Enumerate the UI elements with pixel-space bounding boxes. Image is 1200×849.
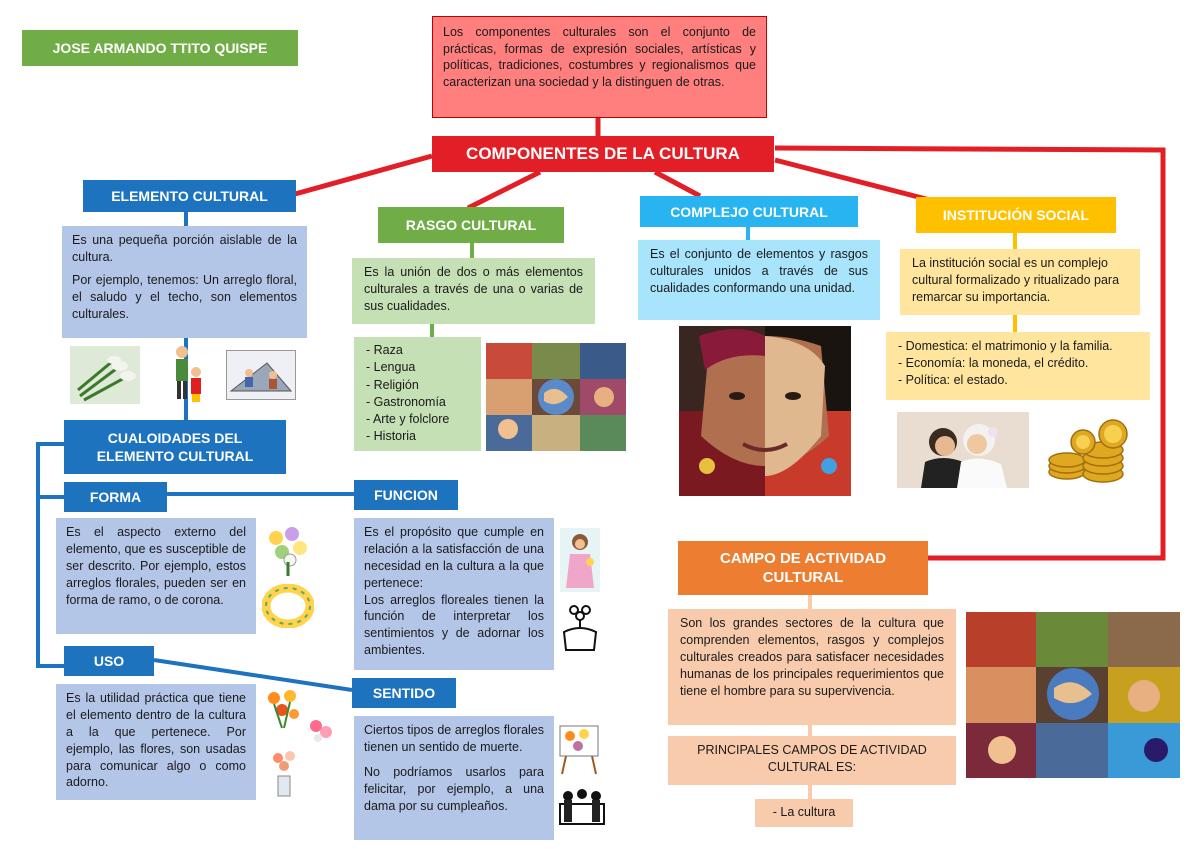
sentido-box bbox=[354, 716, 554, 840]
flower-vase-image bbox=[266, 748, 302, 798]
funcion-text-2: Los arreglos floreales tienen la función de interpretar los sentimientos y de adornar los ambientes. bbox=[364, 592, 544, 658]
campo-actividad-title: CAMPO DE ACTIVIDAD CULTURAL bbox=[678, 541, 928, 595]
funcion-title: FUNCION bbox=[354, 480, 458, 510]
la-cultura-box bbox=[755, 799, 853, 827]
flower-wreath-image bbox=[262, 584, 314, 628]
culture-collage-image bbox=[486, 343, 626, 451]
list-item: - Raza bbox=[366, 343, 403, 357]
elemento-cultural-title: ELEMENTO CULTURAL bbox=[83, 180, 296, 212]
multicultural-face-image bbox=[679, 326, 851, 496]
elemento-text-1: Es una pequeña porción aislable de la cultura. bbox=[72, 233, 297, 264]
funeral-wreath-image bbox=[556, 722, 602, 776]
forma-text: Es el aspecto externo del elemento, que es susceptible de ser descrito. Por ejemplo, estos arreglos florales, pueden ser en forma de ramo, o de corona. bbox=[66, 525, 246, 607]
roof-workers-image bbox=[226, 350, 296, 400]
list-item: - Política: el estado. bbox=[898, 372, 1008, 387]
sentido-title: SENTIDO bbox=[352, 678, 456, 708]
uso-text: Es la utilidad práctica que tiene el elemento dentro de la cultura a la que pertenece. Por ejemplo, las flores, son usadas para comunicar algo o como adorno. bbox=[66, 691, 246, 790]
list-item: - Lengua bbox=[366, 360, 416, 375]
table-flowers-image bbox=[560, 602, 600, 652]
wedding-couple-image bbox=[897, 412, 1029, 488]
list-item: - Historia bbox=[366, 429, 417, 444]
sentido-text-1: Ciertos tipos de arreglos florales tienen un sentido de muerte. bbox=[364, 723, 544, 754]
author-name: JOSE ARMANDO TTITO QUISPE bbox=[22, 30, 298, 66]
institucion-social-box bbox=[900, 249, 1140, 315]
uso-title: USO bbox=[64, 646, 154, 676]
small-flowers-image bbox=[306, 716, 336, 744]
complejo-text: Es el conjunto de elementos y rasgos culturales unidos a través de sus cualidades conformando una unidad. bbox=[650, 247, 868, 295]
institucion-text: La institución social es un complejo cultural formalizado y ritualizado para remarcar su importancia. bbox=[912, 256, 1120, 304]
funcion-box bbox=[354, 518, 554, 670]
uso-box bbox=[56, 684, 256, 800]
rasgo-cultural-title: RASGO CULTURAL bbox=[378, 207, 564, 243]
flower-arrangement-image bbox=[70, 346, 140, 404]
list-item: - Economía: la moneda, el crédito. bbox=[898, 355, 1089, 370]
mourning-people-image bbox=[556, 786, 608, 830]
list-item: - Religión bbox=[366, 377, 419, 392]
institucion-list bbox=[886, 332, 1150, 400]
campo-actividad-box bbox=[668, 609, 956, 725]
principales-text: PRINCIPALES CAMPOS DE ACTIVIDAD CULTURAL ES: bbox=[697, 743, 927, 774]
rasgo-cultural-box bbox=[352, 258, 595, 324]
list-item: - Arte y folclore bbox=[366, 412, 450, 426]
institucion-social-title: INSTITUCIÓN SOCIAL bbox=[916, 197, 1116, 233]
definition-box: Los componentes culturales son el conjunto de prácticas, formas de expresión sociales, artísticas y políticas, tradiciones, costumbres y regionalismos que caracterizan una sociedad y la distinguen de otras. bbox=[432, 16, 767, 118]
rasgo-text: Es la unión de dos o más elementos culturales a través de una o varias de sus cualidades. bbox=[364, 265, 583, 313]
campo-text: Son los grandes sectores de la cultura que comprenden elementos, rasgos y complejos culturales creados para satisfacer necesidades humanas de los principales requerimientos que tiene el hombre para su supervivencia. bbox=[680, 616, 944, 698]
funcion-text-1: Es el propósito que cumple en relación a la satisfacción de una necesidad en la cultura a la que pertenece: bbox=[364, 525, 544, 590]
campo-culture-collage-image bbox=[966, 612, 1180, 778]
forma-title: FORMA bbox=[64, 482, 167, 512]
list-item: - Gastronomía bbox=[366, 394, 446, 409]
complejo-cultural-box bbox=[638, 240, 880, 320]
elemento-cultural-box bbox=[62, 226, 307, 338]
cualidades-title: CUALOIDADES DEL ELEMENTO CULTURAL bbox=[64, 420, 286, 474]
principales-campos-box bbox=[668, 736, 956, 785]
sentido-text-2: No podríamos usarlos para felicitar, por ejemplo, a una dama por su cumpleaños. bbox=[364, 764, 544, 813]
la-cultura-item: - La cultura bbox=[772, 805, 836, 819]
flower-bouquet-image bbox=[262, 522, 312, 578]
elemento-text-2: Por ejemplo, tenemos: Un arreglo floral, el saludo y el techo, son elementos culturales. bbox=[72, 272, 297, 321]
woman-with-flowers-image bbox=[560, 528, 600, 592]
flowers-image bbox=[262, 686, 304, 730]
greeting-people-image bbox=[168, 342, 208, 404]
list-item: - Domestica: el matrimonio y la familia. bbox=[898, 339, 1113, 353]
gold-coins-image bbox=[1043, 412, 1135, 490]
forma-box bbox=[56, 518, 256, 634]
complejo-cultural-title: COMPLEJO CULTURAL bbox=[640, 196, 858, 227]
main-title: COMPONENTES DE LA CULTURA bbox=[432, 136, 774, 172]
rasgo-list bbox=[354, 337, 481, 451]
